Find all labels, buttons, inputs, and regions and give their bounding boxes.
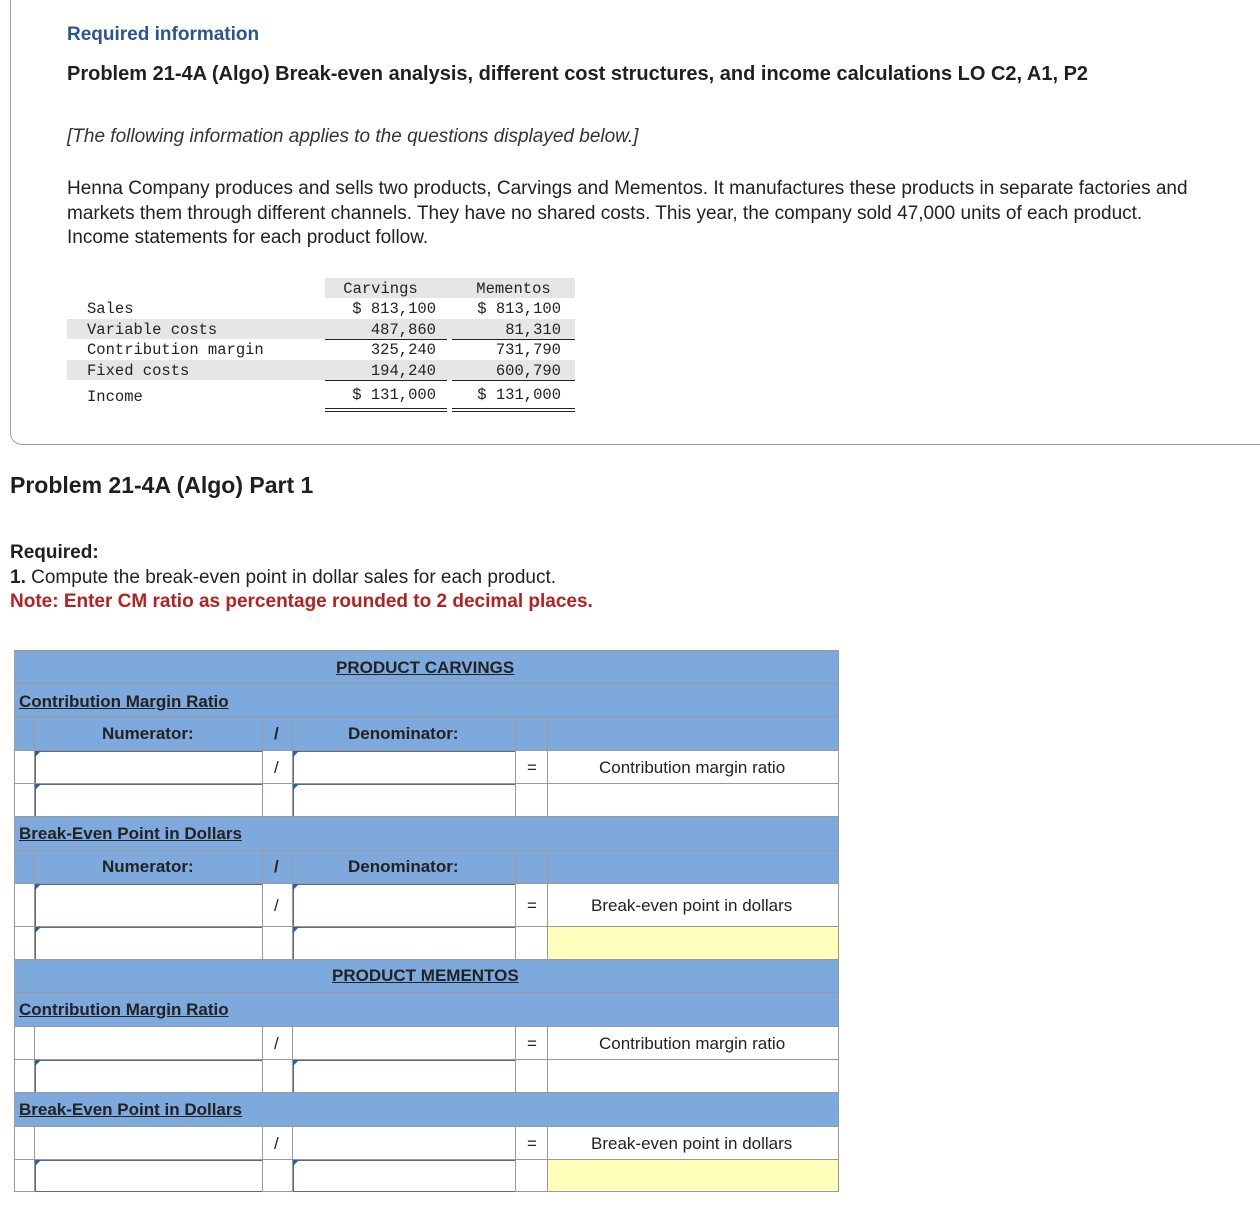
slash-symbol: / [274,1034,279,1053]
spacer-cell [14,1159,35,1192]
row-label: Fixed costs [87,361,190,380]
carvings-value: 325,240 [370,341,436,359]
column-header-mementos: Mementos [476,280,551,298]
carvings-cm-numerator-input[interactable] [35,751,263,784]
carvings-section-header [14,650,839,684]
result-label-cell [547,1026,839,1060]
total-double-rule [325,411,447,412]
total-double-rule [452,408,575,409]
carvings-value: 194,240 [370,361,436,380]
part-title: Problem 21-4A (Algo) Part 1 [10,472,314,498]
equals-symbol: = [527,1034,537,1053]
question-1 [10,567,556,589]
mementos-value: 731,790 [495,341,561,359]
carvings-be-numerator-input[interactable] [35,884,263,927]
input-cell [292,1159,516,1192]
mementos-cm-denominator-amount-input[interactable] [293,1060,516,1093]
income-row-fixed-costs [67,360,575,381]
spacer-cell [262,1159,293,1192]
spacer-cell [515,926,548,960]
slash-symbol: / [274,857,279,876]
equals-cell [515,1026,548,1060]
income-statement-header [67,278,575,298]
input-cell [34,783,263,817]
equals-symbol: = [527,896,537,915]
spacer-cell [547,716,839,751]
intro-paragraph: Henna Company produces and sells two products, Carvings and Mementos. It manufactures these products in separate factories and markets them through different channels. They have no shared costs. This year, the company sold 47,000 units of each product. Income statements for each product follow. [67,178,1188,248]
carvings-be-denominator-input[interactable] [293,884,516,927]
mementos-value: 600,790 [495,361,561,380]
spacer-cell [515,850,548,884]
total-double-rule [325,408,447,409]
spacer-cell [14,1126,35,1160]
result-label-cell [547,883,839,927]
mementos-be-denominator-amount-input[interactable] [293,1160,516,1192]
spacer-cell [262,783,293,817]
input-cell [34,750,263,784]
input-cell [34,1159,263,1192]
denominator-label: Denominator: [348,724,459,743]
spacer-cell [14,883,35,927]
income-row-variable-costs [67,319,575,340]
break-even-label-row [14,1092,839,1127]
equals-cell [515,750,548,784]
numerator-header [34,716,263,751]
break-even-label: Break-Even Point in Dollars [19,1100,242,1119]
mementos-section-header [14,959,839,993]
mementos-heading: PRODUCT MEMENTOS [332,966,519,985]
column-header-carvings: Carvings [343,280,418,298]
spacer-cell [515,716,548,751]
spacer-cell [262,1059,293,1093]
cm-ratio-result-label: Contribution margin ratio [599,758,786,777]
equals-cell [515,883,548,927]
cm-ratio-label-row [14,992,839,1027]
carvings-heading: PRODUCT CARVINGS [336,658,515,677]
slash-symbol: / [274,896,279,915]
income-statement-table [67,278,575,406]
mementos-cm-ratio-result[interactable] [547,1059,839,1093]
mementos-be-numerator-amount-input[interactable] [35,1160,263,1192]
mementos-cm-denominator-input[interactable] [292,1026,516,1060]
spacer-cell [515,1059,548,1093]
input-cell [34,926,263,960]
mementos-be-numerator-input[interactable] [34,1126,263,1160]
slash-header [262,716,293,751]
result-label-cell [547,1126,839,1160]
spacer-cell [547,850,839,884]
input-cell [292,783,516,817]
row-label: Variable costs [87,320,218,339]
break-even-label: Break-Even Point in Dollars [19,824,242,843]
break-even-label-row [14,816,839,851]
denominator-header [292,716,516,751]
income-row-income [67,380,575,406]
carvings-value: $ 131,000 [352,386,436,404]
mementos-value: $ 813,100 [477,300,561,318]
slash-symbol: / [274,1134,279,1153]
slash-cell [262,750,293,784]
input-cell [34,1059,263,1093]
input-cell [292,883,516,927]
input-cell [34,883,263,927]
slash-cell [262,1126,293,1160]
mementos-be-denominator-input[interactable] [292,1126,516,1160]
income-row-contribution-margin [67,339,575,360]
row-label: Contribution margin [87,341,264,359]
break-even-result-label: Break-even point in dollars [591,1134,793,1153]
numerator-label: Numerator: [102,857,194,876]
carvings-be-numerator-amount-input[interactable] [35,927,263,960]
result-label-cell [547,750,839,784]
carvings-value: 487,860 [370,320,436,339]
mementos-value: $ 131,000 [477,386,561,404]
required-information-heading: Required information [67,24,260,45]
total-double-rule [452,411,575,412]
slash-header [262,850,293,884]
cm-ratio-result-label: Contribution margin ratio [599,1034,786,1053]
denominator-header [292,850,516,884]
break-even-result-label: Break-even point in dollars [591,896,793,915]
slash-cell [262,1026,293,1060]
spacer-cell [14,716,35,751]
spacer-cell [14,1026,35,1060]
problem-title: Problem 21-4A (Algo) Break-even analysis, different cost structures, and income calculations LO C2, A1, P2 [67,63,1089,85]
equals-symbol: = [527,1134,537,1153]
question-number: 1. [10,567,26,588]
numerator-header [34,850,263,884]
row-label: Income [87,388,143,406]
cm-ratio-label: Contribution Margin Ratio [19,692,229,711]
spacer-cell [14,783,35,817]
applies-note: [The following information applies to the questions displayed below.] [67,126,639,147]
equals-symbol: = [527,758,537,777]
input-cell [292,750,516,784]
input-cell [292,926,516,960]
income-row-sales [67,298,575,319]
mementos-cm-numerator-amount-input[interactable] [35,1060,263,1093]
spacer-cell [14,926,35,960]
spacer-cell [515,783,548,817]
carvings-break-even-result[interactable] [547,926,839,960]
carvings-cm-numerator-amount-input[interactable] [35,784,263,817]
spacer-cell [14,750,35,784]
carvings-cm-ratio-result[interactable] [547,783,839,817]
carvings-value: $ 813,100 [352,300,436,318]
denominator-label: Denominator: [348,857,459,876]
carvings-cm-denominator-input[interactable] [293,751,516,784]
required-label: Required: [10,542,99,563]
spacer-cell [262,926,293,960]
slash-symbol: / [274,758,279,777]
row-label: Sales [87,300,134,318]
break-even-worksheet [14,650,839,1192]
slash-symbol: / [274,724,279,743]
slash-cell [262,883,293,927]
question-text: Compute the break-even point in dollar sales for each product. [25,567,557,588]
carvings-be-denominator-amount-input[interactable] [293,927,516,960]
input-cell [292,1059,516,1093]
cm-ratio-label-row [14,683,839,717]
spacer-cell [515,1159,548,1192]
numerator-label: Numerator: [102,724,194,743]
mementos-break-even-result[interactable] [547,1159,839,1192]
mementos-value: 81,310 [505,320,561,339]
equals-cell [515,1126,548,1160]
mementos-cm-numerator-input[interactable] [34,1026,263,1060]
cm-ratio-label: Contribution Margin Ratio [19,1000,229,1019]
carvings-cm-denominator-amount-input[interactable] [293,784,516,817]
note-text: Note: Enter CM ratio as percentage rounded to 2 decimal places. [10,591,593,612]
spacer-cell [14,850,35,884]
spacer-cell [14,1059,35,1093]
